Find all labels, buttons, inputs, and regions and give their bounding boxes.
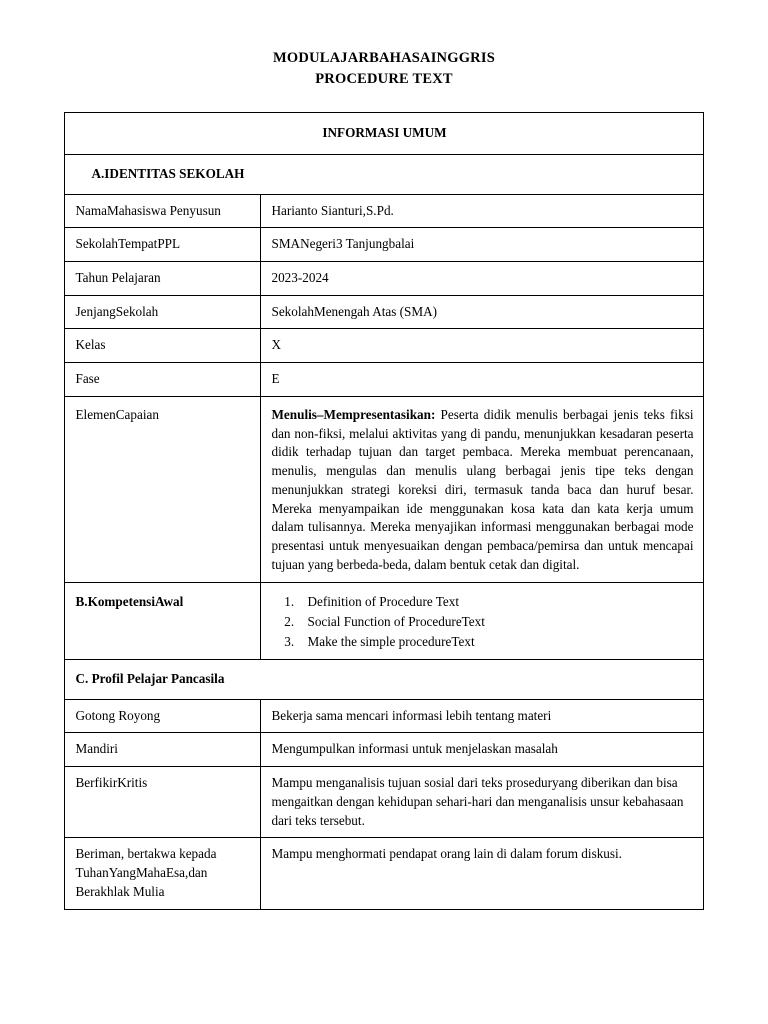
subsection-c-profil-pelajar-pancasila: C. Profil Pelajar Pancasila: [65, 659, 703, 699]
table-row: [65, 295, 703, 329]
table-row-subsection-a: [65, 154, 703, 194]
table-row: [65, 838, 703, 909]
table-row-subsection-c: [65, 659, 703, 699]
row-value-mandiri: Mengumpulkan informasi untuk menjelaskan masalah: [261, 733, 703, 767]
row-value-fase: E: [261, 363, 703, 397]
section-header-informasi-umum: INFORMASI UMUM: [65, 113, 703, 155]
row-label-gotong-royong: Gotong Royong: [65, 699, 261, 733]
row-label-berfikir-kritis: BerfikirKritis: [65, 767, 261, 838]
row-value-elemen-capaian: [261, 396, 703, 582]
row-value-kelas: X: [261, 329, 703, 363]
list-item: 3. Make the simple procedureText: [297, 632, 693, 651]
title-line-2: PROCEDURE TEXT: [315, 71, 453, 88]
table-row: [65, 699, 703, 733]
subsection-a-identitas-sekolah: A.IDENTITAS SEKOLAH: [65, 154, 703, 194]
table-row: [65, 329, 703, 363]
row-label-mandiri: Mandiri: [65, 733, 261, 767]
table-row: [65, 733, 703, 767]
row-label-kelas: Kelas: [65, 329, 261, 363]
subsection-b-kompetensi-awal: B.KompetensiAwal: [65, 582, 261, 659]
row-label-tahun-pelajaran: Tahun Pelajaran: [65, 261, 261, 295]
row-value-jenjang-sekolah: SekolahMenengah Atas (SMA): [261, 295, 703, 329]
page-title: [44, 48, 724, 90]
row-label-sekolah-tempat-ppl: SekolahTempatPPL: [65, 228, 261, 262]
table-row-section-header: [65, 113, 703, 155]
row-label-jenjang-sekolah: JenjangSekolah: [65, 295, 261, 329]
table-row: [65, 228, 703, 262]
table-row: [65, 194, 703, 228]
row-value-berfikir-kritis: Mampu menganalisis tujuan sosial dari teks proseduryang diberikan dan bisa mengaitkan dengan kehidupan sehari-hari dan menganalisis unsur kebahasaan dari teks tersebut.: [261, 767, 703, 838]
title-line-1: MODULAJARBAHASAINGGRIS: [273, 50, 495, 66]
table-row-elemen-capaian: [65, 396, 703, 582]
row-value-beriman-bertakwa: Mampu menghormati pendapat orang lain di dalam forum diskusi.: [261, 838, 703, 909]
elemen-capaian-lead: Menulis–Mempresentasikan:: [271, 406, 436, 422]
row-label-elemen-capaian: ElemenCapaian: [65, 396, 261, 582]
module-info-table: [64, 112, 703, 910]
row-value-nama-mahasiswa: Harianto Sianturi,S.Pd.: [261, 194, 703, 228]
kompetensi-awal-list: [271, 592, 693, 651]
row-value-sekolah-tempat-ppl: SMANegeri3 Tanjungbalai: [261, 228, 703, 262]
table-row: [65, 363, 703, 397]
elemen-capaian-body: Peserta didik menulis berbagai jenis teks fiksi dan non-fiksi, melalui aktivitas yang di pandu, menunjukkan kesadaran peserta didik terhadap tujuan dan target pembaca. Mereka membuat perencanaan, menulis, mengulas dan menulis ulang berbagai jenis tipe teks dengan menunjukkan strategi koreksi diri, termasuk tanda baca dan huruf besar. Mereka menyampaikan ide menggunakan kosa kata dan kata kerja umum dalam tulisannya. Mereka menyajikan informasi menggunakan berbagai mode presentasi untuk menyesuaikan dengan pembaca/pemirsa dan untuk mencapai tujuan yang berbeda-beda, dalam bentuk cetak dan digital.: [271, 406, 694, 572]
table-row: [65, 261, 703, 295]
list-item: 1. Definition of Procedure Text: [297, 592, 693, 611]
table-row-kompetensi-awal: [65, 582, 703, 659]
row-label-fase: Fase: [65, 363, 261, 397]
row-value-gotong-royong: Bekerja sama mencari informasi lebih tentang materi: [261, 699, 703, 733]
table-row: [65, 767, 703, 838]
row-label-nama-mahasiswa: NamaMahasiswa Penyusun: [65, 194, 261, 228]
list-item: 2. Social Function of ProcedureText: [297, 612, 693, 631]
row-value-kompetensi-awal: [261, 582, 703, 659]
row-label-beriman-bertakwa: Beriman, bertakwa kepada TuhanYangMahaEsa,dan Berakhlak Mulia: [65, 838, 261, 909]
row-value-tahun-pelajaran: 2023-2024: [261, 261, 703, 295]
